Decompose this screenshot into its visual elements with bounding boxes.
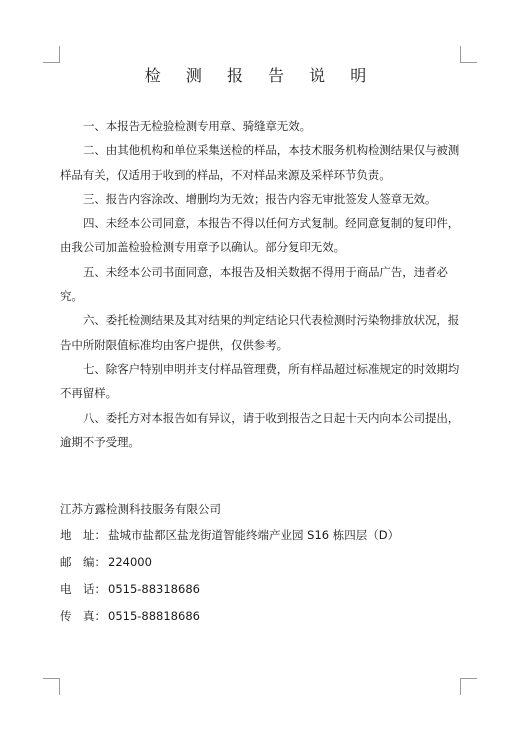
- address-row: [60, 527, 461, 543]
- crop-mark-top-left: [43, 46, 60, 63]
- clause-7: 七、除客户特别申明并支付样品管理费，所有样品超过标准规定的时效期均不再留样。: [60, 361, 460, 401]
- clause-8: 八、委托方对本报告如有异议，请于收到报告之日起十天内向本公司提出，逾期不予受理。: [60, 410, 460, 449]
- clause-5: 五、未经本公司书面同意，本报告及相关数据不得用于商品广告，违者必究。: [60, 264, 448, 304]
- page-title: 检 测 报 告 说 明: [144, 66, 377, 85]
- phone-label: 电 话：: [60, 582, 106, 596]
- clause-6: 六、委托检测结果及其对结果的判定结论只代表检测时污染物排放状况，报告中所附限值标准均由客户提供，仅供参考。: [60, 313, 460, 352]
- address-value: 盐城市盐都区盐龙街道智能终端产业园 S16 栋四层（D）: [108, 528, 400, 542]
- crop-mark-bottom-right: [460, 678, 477, 695]
- postcode-row: [60, 554, 461, 570]
- clause-list: [60, 114, 461, 454]
- fax-value: 0515-88818686: [108, 609, 200, 623]
- postcode-label: 邮 编：: [60, 555, 106, 569]
- fax-label: 传 真：: [60, 609, 106, 623]
- fax-row: [60, 608, 461, 624]
- phone-value: 0515-88318686: [108, 582, 200, 596]
- crop-mark-bottom-left: [43, 678, 60, 695]
- clause-4: 四、未经本公司同意，本报告不得以任何方式复制。经同意复制的复印件，由我公司加盖检验检测专用章予以确认。部分复印无效。: [60, 216, 460, 255]
- phone-row: [60, 581, 461, 597]
- company-name: 江苏方露检测科技服务有限公司: [60, 502, 221, 516]
- crop-mark-top-right: [460, 46, 477, 63]
- address-label: 地 址：: [60, 528, 106, 542]
- clause-2: 二、由其他机构和单位采集送检的样品，本技术服务机构检测结果仅与被测样品有关，仅适用于收到的样品，不对样品来源及采样环节负责。: [60, 143, 460, 182]
- clause-1: 一、本报告无检验检测专用章、骑缝章无效。: [83, 119, 311, 133]
- clause-3: 三、报告内容涂改、增删均为无效；报告内容无审批签发人签章无效。: [83, 191, 437, 206]
- postcode-value: 224000: [108, 555, 152, 569]
